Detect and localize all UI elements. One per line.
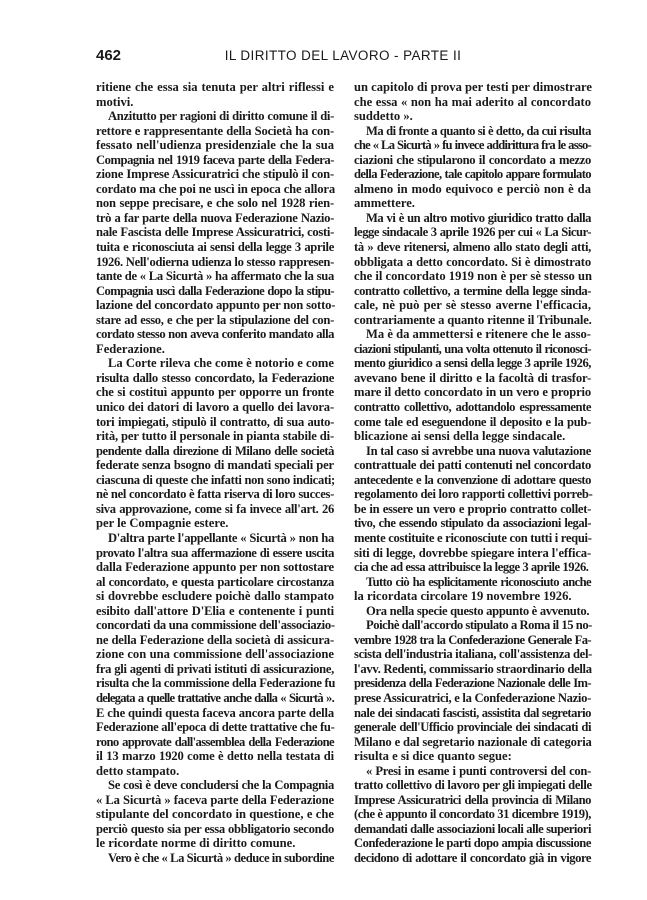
left-column (96, 80, 334, 866)
paragraph (96, 109, 334, 356)
text-line: Imprese Assicuratrici della provincia di Milano (354, 792, 591, 807)
text-line: contratto collettivo, adottandolo espressamente (354, 400, 591, 415)
text-line: non seppe precisare, e che solo nel 1928 rien- (96, 196, 334, 211)
text-line: ammettere. (354, 196, 415, 211)
text-line: E che quindi questa faceva ancora parte della (96, 705, 334, 720)
text-line: motivi. (96, 94, 134, 109)
text-line: Compagnia uscì dalla Federazione dopo la stipu- (96, 283, 334, 298)
text-line: cordato stesso non aveva conferito mandato alla (96, 327, 334, 342)
text-line: mare il detto concordato in un vero e proprio (354, 385, 591, 400)
text-line: Confederazione le parti dopo ampia discussione (354, 836, 591, 851)
text-line: prese Assicuratrici, e la Confederazione Nazio- (354, 690, 591, 705)
text-line: perciò questo sia per essa obbligatorio secondo (96, 821, 334, 836)
text-line: mente costituite e riconosciute con tutti i requi- (354, 530, 592, 545)
text-line: D'altra parte l'appellante « Sicurtà » non ha (108, 530, 334, 545)
text-line: nè nel concordato è fatta riserva di loro succes- (96, 487, 334, 502)
text-line: mento giuridico a sensi della legge 3 aprile 1926, (354, 356, 591, 371)
text-line: tratto collettivo di lavoro per gli impiegati delle (354, 778, 592, 793)
text-line: provato l'altra sua affermazione di essere uscita (96, 545, 334, 560)
text-line: scista dell'industria italiana, coll'assistenza del- (354, 647, 593, 662)
paragraph (354, 327, 591, 443)
text-line: pendente dalla direzione di Milano delle società (96, 443, 334, 458)
text-line: esibito dall'attore D'Elia e contenente i punti (96, 603, 334, 618)
text-line: nale dei sindacati fascisti, assistita dal segretario (354, 705, 591, 720)
text-line: cia che ad essa attribuisce la legge 3 aprile 1926. (354, 560, 589, 575)
text-line: detto stampato. (96, 763, 180, 778)
text-line: decidono di adottare il concordato già in vigore (354, 850, 591, 865)
text-line: tante de « La Sicurtà » ha affermato che la sua (96, 269, 334, 284)
text-line: delegata a quelle trattative anche dalla « Sicurtà ». (96, 690, 334, 705)
text-line: fra gli agenti di privati istituti di assicurazione, (96, 661, 334, 676)
right-column (354, 80, 591, 866)
text-line: Poichè dall'accordo stipulato a Roma il 15 no- (366, 618, 592, 633)
text-line: contrattuale dei patti contenuti nel concordato (354, 458, 591, 473)
paragraph (354, 764, 591, 866)
text-line: al concordato, e questa particolare circostanza (96, 574, 334, 589)
text-line: Vero è che « La Sicurtà » deduce in subordine (108, 850, 334, 865)
text-line: legge sindacale 3 aprile 1926 per cui « La Sicur- (354, 225, 591, 240)
text-line: presidenza della Federazione Nazionale delle Im- (354, 676, 591, 691)
paragraph (354, 124, 591, 211)
text-line: della Federazione, tale capitolo appare formulato (354, 167, 591, 182)
text-line: suddetto ». (354, 109, 413, 124)
text-line: antecedente e la convenzione di adottare questo (354, 472, 591, 487)
text-line: la ricordata circolare 19 novembre 1926. (354, 589, 572, 604)
text-line: le ricordate norme di diritto comune. (96, 836, 296, 851)
text-line: Compagnia nel 1919 faceva parte della Federa- (96, 152, 334, 167)
text-line: In tal caso si avrebbe una nuova valutazione (366, 443, 591, 458)
text-line: risulta dallo stesso concordato, la Federazione (96, 370, 334, 385)
text-line: contrariamente a quanto ritenne il Tribunale. (354, 312, 592, 327)
page-number: 462 (96, 47, 122, 64)
text-line: Ma vi è un altro motivo giuridico tratto dalla (366, 210, 591, 225)
text-line: che « La Sicurtà » fu invece addirittura fra le asso- (354, 138, 591, 153)
text-line: stare ad esso, e che per la stipulazione del con- (96, 312, 334, 327)
text-line: lazione del concordato appunto per non sotto- (96, 298, 336, 313)
text-line: be in essere un vero e proprio contratto collet- (354, 501, 591, 516)
paragraph (96, 851, 334, 866)
text-line: Milano e dal segretario nazionale di categoria (354, 734, 592, 749)
page-header (96, 47, 590, 67)
text-line: siva approvazione, come si fa invece all'art. 26 (96, 501, 334, 516)
text-line: zione Imprese Assicuratrici che stipulò il con- (96, 167, 334, 182)
text-line: La Corte rileva che come è notorio e come (108, 356, 334, 371)
text-line: obbligata a detto concordato. Si è dimostrato (354, 254, 591, 269)
text-line: federate senza bsogno di mandati speciali per (96, 458, 334, 473)
paragraph (354, 211, 591, 327)
text-line: almeno in modo equivoco e perciò non è da (354, 181, 591, 196)
text-line: un capitolo di prova per testi per dimostrare (354, 80, 592, 94)
text-line: siti di legge, dovrebbe spiegare intera l'effica- (354, 545, 591, 560)
text-line: regolamento dei loro rapporti collettivi porreb- (354, 487, 593, 502)
text-line: risulta che la commissione della Federazione fu (96, 676, 336, 691)
text-line: (che è appunto il concordato 31 dicembre 1919), (354, 807, 591, 822)
text-line: ne della Federazione della società di assicura- (96, 632, 334, 647)
text-line: ritiene che essa sia tenuta per altri riflessi e (96, 80, 334, 94)
paragraph (354, 618, 591, 763)
text-line: Anzitutto per ragioni di diritto comune il di- (108, 109, 334, 124)
text-line: tuita e riconosciuta ai sensi della legge 3 aprile (96, 240, 334, 255)
text-line: fessato nell'udienza presidenziale che la sua (96, 138, 334, 153)
paragraph (354, 575, 591, 604)
text-line: « La Sicurtà » faceva parte della Federazione (96, 792, 334, 807)
paragraph (354, 80, 591, 124)
text-line: blicazione ai sensi della legge sindacale. (354, 429, 566, 444)
text-line: contratto collettivo, a termine della legge sinda- (354, 283, 591, 298)
text-line: trò a far parte della nuova Federazione Nazio- (96, 210, 334, 225)
text-line: si dovrebbe escludere poichè dallo stampato (96, 589, 334, 604)
text-line: cale, nè può per sè stesso averne l'efficacia, (354, 298, 591, 313)
text-line: Se così è deve concludersi che la Compagnia (108, 778, 334, 793)
text-line: zione con una commissione dell'associazione (96, 647, 334, 662)
text-line: rono approvate dall'assemblea della Federazione (96, 734, 334, 749)
text-line: il 13 marzo 1920 come è detto nella testata di (96, 749, 334, 764)
paragraph (96, 778, 334, 851)
text-line: tori impiegati, stipulò il contratto, di sua auto- (96, 414, 334, 429)
text-line: avevano bene il diritto e la facoltà di trasfor- (354, 370, 591, 385)
text-line: risulta e si dice quanto segue: (354, 749, 512, 764)
text-line: Federazione all'epoca di dette trattative che fu- (96, 720, 335, 735)
text-line: per le Compagnie estere. (96, 516, 229, 531)
text-line: unico dei datori di lavoro a quello dei lavora- (96, 400, 334, 415)
paragraph (96, 80, 334, 109)
text-line: demandati dalle associazioni locali alle superiori (354, 821, 591, 836)
text-line: l'avv. Redenti, commissario straordinario della (354, 661, 592, 676)
text-line: rità, per tutto il personale in pianta stabile di- (96, 429, 334, 444)
text-line: che il concordato 1919 non è per sè stesso un (354, 269, 592, 284)
text-line: Ma è da ammettersi e ritenere che le asso- (366, 327, 591, 342)
text-line: generale dell'Ufficio provinciale dei sindacati di (354, 720, 591, 735)
text-line: concordati da una commissione dell'associazio- (96, 618, 335, 633)
paragraph (354, 444, 591, 575)
text-line: 1926. Nell'odierna udienza lo stesso rappresen- (96, 254, 334, 269)
text-line: ciazioni che stipularono il concordato a mezzo (354, 152, 591, 167)
text-line: cordato ma che poi ne uscì in epoca che allora (96, 181, 336, 196)
paragraph (354, 604, 591, 619)
text-line: tivo, che essendo stipulato da associazioni legal- (354, 516, 591, 531)
text-line: ciascuna di queste che infatti non sono indicati; (96, 472, 335, 487)
paragraph (96, 356, 334, 531)
text-line: Ora nella specie questo appunto è avvenuto. (366, 603, 590, 618)
text-line: « Presi in esame i punti controversi del con- (366, 763, 591, 778)
text-line: nale Fascista delle Imprese Assicuratrici, costi- (96, 225, 334, 240)
text-line: tà » deve ritenersi, almeno allo stato degli atti, (354, 240, 591, 255)
text-line: Tutto ciò ha esplicitamente riconosciuto anche (366, 574, 591, 589)
text-line: come tale ed eseguendone il deposito e la pub- (354, 414, 591, 429)
text-line: Ma di fronte a quanto si è detto, da cui risulta (366, 123, 591, 138)
text-line: che si costituì appunto per opporre un fronte (96, 385, 334, 400)
paragraph (96, 531, 334, 778)
text-line: Federazione. (96, 341, 165, 356)
running-title: IL DIRITTO DEL LAVORO - PARTE II (224, 48, 462, 63)
text-line: rettore e rappresentante della Società ha con- (96, 123, 334, 138)
text-line: stipulante del concordato in questione, e che (96, 807, 334, 822)
text-line: che essa « non ha mai aderito al concordato (354, 94, 591, 109)
text-line: ciazioni stipulanti, una volta ottenuto il riconosci- (354, 341, 591, 356)
text-line: vembre 1928 tra la Confederazione Generale Fa- (354, 632, 591, 647)
text-line: dalla Federazione appunto per non sottostare (96, 560, 334, 575)
